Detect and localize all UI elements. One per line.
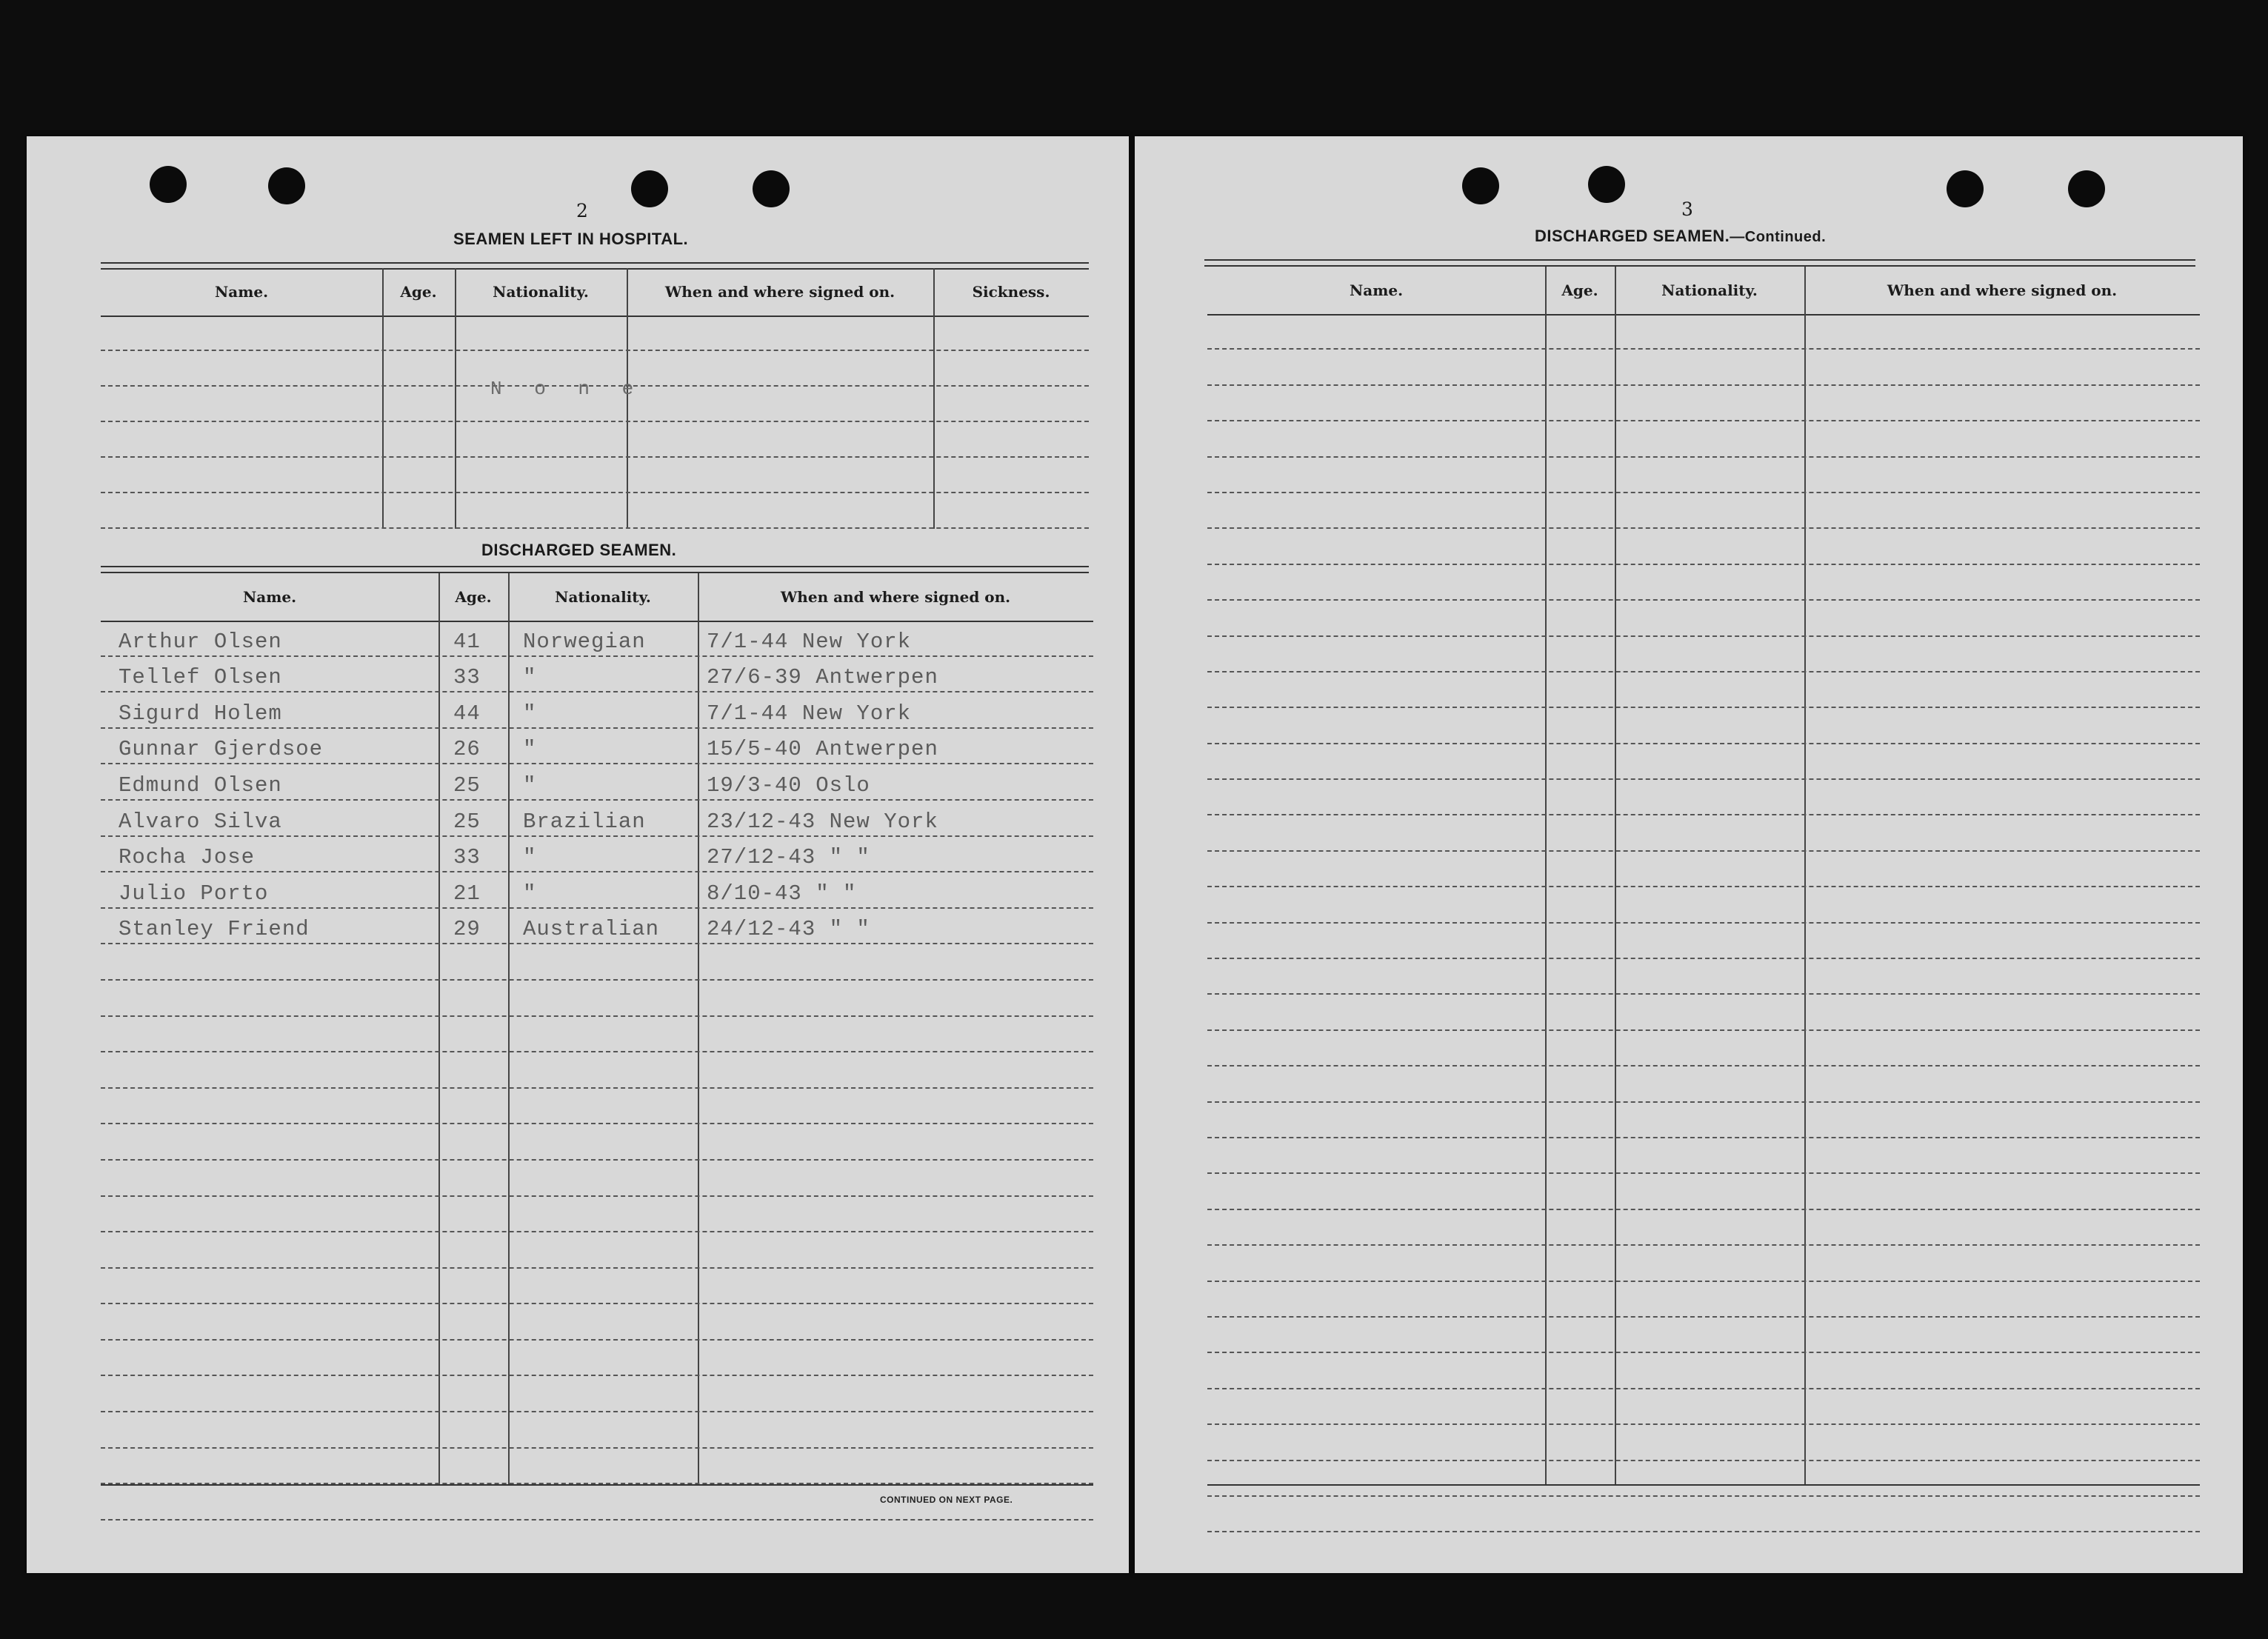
table-row bbox=[1207, 1353, 2200, 1389]
table-row bbox=[1207, 493, 2200, 529]
table-row bbox=[1207, 386, 2200, 421]
table-row bbox=[1207, 1389, 2200, 1425]
table-bottom-rule bbox=[1207, 1484, 2200, 1486]
table-row bbox=[1207, 708, 2200, 744]
table-row bbox=[1207, 1318, 2200, 1353]
column-header-name: Name. bbox=[242, 588, 297, 606]
table-row bbox=[1207, 350, 2200, 385]
seaman-signed-on: 8/10-43 " " bbox=[707, 881, 857, 906]
column-header-signed-on: When and where signed on. bbox=[780, 588, 1011, 606]
table-header bbox=[101, 268, 1089, 317]
seaman-signed-on: 24/12-43 " " bbox=[707, 917, 870, 942]
column-header-nationality: Nationality. bbox=[493, 283, 589, 301]
table-row bbox=[1207, 1066, 2200, 1102]
table-row bbox=[101, 1376, 1093, 1412]
column-header-signed-on: When and where signed on. bbox=[664, 283, 895, 301]
seaman-nationality: Australian bbox=[523, 917, 660, 942]
title-text: DISCHARGED SEAMEN. bbox=[1535, 227, 1730, 245]
table-row bbox=[1207, 1497, 2200, 1532]
table-row bbox=[1207, 458, 2200, 493]
seaman-name: Edmund Olsen bbox=[119, 772, 282, 798]
table-row bbox=[101, 493, 1089, 529]
seaman-age: 25 bbox=[453, 809, 481, 834]
table-row bbox=[1207, 565, 2200, 601]
table-bottom-rule bbox=[101, 1484, 1093, 1486]
column-header-age: Age. bbox=[1561, 281, 1598, 299]
seaman-name: Sigurd Holem bbox=[119, 701, 282, 726]
discharged-continued-table bbox=[1207, 267, 2200, 1484]
seaman-name: Julio Porto bbox=[119, 881, 269, 906]
binder-hole bbox=[631, 170, 668, 207]
table-row bbox=[1207, 672, 2200, 708]
column-header-nationality: Nationality. bbox=[1661, 281, 1758, 299]
table-row bbox=[1207, 1031, 2200, 1066]
table-row bbox=[1207, 1174, 2200, 1209]
right-page bbox=[1135, 136, 2243, 1573]
table-row bbox=[101, 981, 1093, 1017]
seaman-name: Stanley Friend bbox=[119, 917, 310, 942]
table-row bbox=[1207, 1246, 2200, 1281]
table-row bbox=[101, 944, 1093, 981]
page-number: 3 bbox=[1681, 198, 1693, 220]
hospital-rows bbox=[101, 316, 1089, 529]
table-row bbox=[101, 801, 1093, 837]
column-header-nationality: Nationality. bbox=[555, 588, 651, 606]
table-row bbox=[101, 1304, 1093, 1341]
table-row bbox=[101, 316, 1089, 351]
discharged-rows bbox=[101, 621, 1093, 1521]
title-suffix: —Continued. bbox=[1730, 229, 1827, 245]
table-row bbox=[1207, 959, 2200, 995]
table-row bbox=[1207, 637, 2200, 672]
binder-hole bbox=[150, 166, 187, 203]
seaman-age: 29 bbox=[453, 917, 481, 942]
binder-hole bbox=[753, 170, 790, 207]
binder-hole bbox=[268, 167, 305, 204]
table-row bbox=[101, 872, 1093, 909]
table-row bbox=[101, 729, 1093, 765]
binder-hole bbox=[2068, 170, 2105, 207]
table-row bbox=[101, 1412, 1093, 1449]
seaman-signed-on: 27/6-39 Antwerpen bbox=[707, 665, 938, 690]
discharged-rows bbox=[1207, 314, 2200, 1532]
table-row bbox=[1207, 887, 2200, 923]
table-row bbox=[1207, 1425, 2200, 1461]
table-row bbox=[101, 1341, 1093, 1377]
column-header-sickness: Sickness. bbox=[972, 283, 1050, 301]
seaman-nationality: " bbox=[523, 881, 537, 906]
seaman-signed-on: 27/12-43 " " bbox=[707, 845, 870, 870]
seaman-nationality: " bbox=[523, 772, 537, 798]
binder-hole bbox=[1462, 167, 1499, 204]
seaman-age: 25 bbox=[453, 772, 481, 798]
seaman-signed-on: 19/3-40 Oslo bbox=[707, 772, 870, 798]
seaman-nationality: Norwegian bbox=[523, 629, 646, 654]
seaman-name: Gunnar Gjerdsoe bbox=[119, 737, 324, 762]
table-row bbox=[101, 1197, 1093, 1233]
discharged-section-title: DISCHARGED SEAMEN. bbox=[481, 541, 677, 559]
left-page bbox=[27, 136, 1129, 1573]
title-rule bbox=[1204, 259, 2195, 267]
seaman-nationality: " bbox=[523, 701, 537, 726]
table-row bbox=[101, 1232, 1093, 1269]
hospital-section-title: SEAMEN LEFT IN HOSPITAL. bbox=[453, 230, 689, 248]
table-row bbox=[101, 1124, 1093, 1161]
column-header-name: Name. bbox=[1349, 281, 1404, 299]
table-row bbox=[1207, 780, 2200, 815]
table-row bbox=[1207, 1461, 2200, 1497]
seaman-age: 33 bbox=[453, 665, 481, 690]
seaman-age: 44 bbox=[453, 701, 481, 726]
table-row bbox=[1207, 744, 2200, 780]
seaman-signed-on: 7/1-44 New York bbox=[707, 701, 912, 726]
column-header-age: Age. bbox=[400, 283, 437, 301]
table-row bbox=[101, 621, 1093, 657]
table-row bbox=[1207, 1282, 2200, 1318]
seaman-name: Alvaro Silva bbox=[119, 809, 282, 834]
table-row bbox=[1207, 1103, 2200, 1138]
table-row bbox=[101, 692, 1093, 729]
none-stamp: N o n e bbox=[490, 378, 644, 400]
seaman-signed-on: 7/1-44 New York bbox=[707, 629, 912, 654]
seaman-name: Rocha Jose bbox=[119, 845, 256, 870]
table-row bbox=[1207, 421, 2200, 457]
page-number: 2 bbox=[576, 200, 588, 221]
table-row bbox=[101, 458, 1089, 493]
seaman-age: 41 bbox=[453, 629, 481, 654]
binder-hole bbox=[1947, 170, 1984, 207]
table-row bbox=[1207, 852, 2200, 887]
table-row bbox=[101, 837, 1093, 873]
table-row bbox=[101, 1052, 1093, 1089]
discharged-continued-title bbox=[1535, 227, 1826, 246]
table-row bbox=[1207, 924, 2200, 959]
title-rule bbox=[101, 566, 1089, 573]
column-header-name: Name. bbox=[214, 283, 269, 301]
seaman-nationality: Brazilian bbox=[523, 809, 646, 834]
seaman-name: Arthur Olsen bbox=[119, 629, 282, 654]
seaman-age: 26 bbox=[453, 737, 481, 762]
seaman-nationality: " bbox=[523, 737, 537, 762]
seaman-nationality: " bbox=[523, 665, 537, 690]
seaman-nationality: " bbox=[523, 845, 537, 870]
table-row bbox=[101, 422, 1089, 458]
table-row bbox=[101, 764, 1093, 801]
seaman-signed-on: 23/12-43 New York bbox=[707, 809, 938, 834]
seaman-age: 33 bbox=[453, 845, 481, 870]
table-row bbox=[1207, 529, 2200, 564]
discharged-table bbox=[101, 573, 1093, 1484]
table-header bbox=[101, 573, 1093, 622]
table-row bbox=[1207, 314, 2200, 350]
table-row bbox=[1207, 1210, 2200, 1246]
seaman-age: 21 bbox=[453, 881, 481, 906]
column-header-signed-on: When and where signed on. bbox=[1887, 281, 2118, 299]
continued-note: CONTINUED ON NEXT PAGE. bbox=[880, 1495, 1013, 1505]
binder-hole bbox=[1588, 166, 1625, 203]
table-row bbox=[101, 1017, 1093, 1053]
column-header-age: Age. bbox=[455, 588, 492, 606]
table-row bbox=[1207, 1138, 2200, 1174]
table-row bbox=[1207, 601, 2200, 636]
table-header bbox=[1207, 267, 2200, 316]
table-row bbox=[101, 909, 1093, 945]
table-row bbox=[101, 1089, 1093, 1125]
table-row bbox=[1207, 815, 2200, 851]
table-row bbox=[101, 1161, 1093, 1197]
table-row bbox=[101, 1269, 1093, 1305]
table-row bbox=[101, 1449, 1093, 1485]
seaman-name: Tellef Olsen bbox=[119, 665, 282, 690]
table-row bbox=[101, 657, 1093, 693]
seaman-signed-on: 15/5-40 Antwerpen bbox=[707, 737, 938, 762]
table-row bbox=[1207, 995, 2200, 1030]
